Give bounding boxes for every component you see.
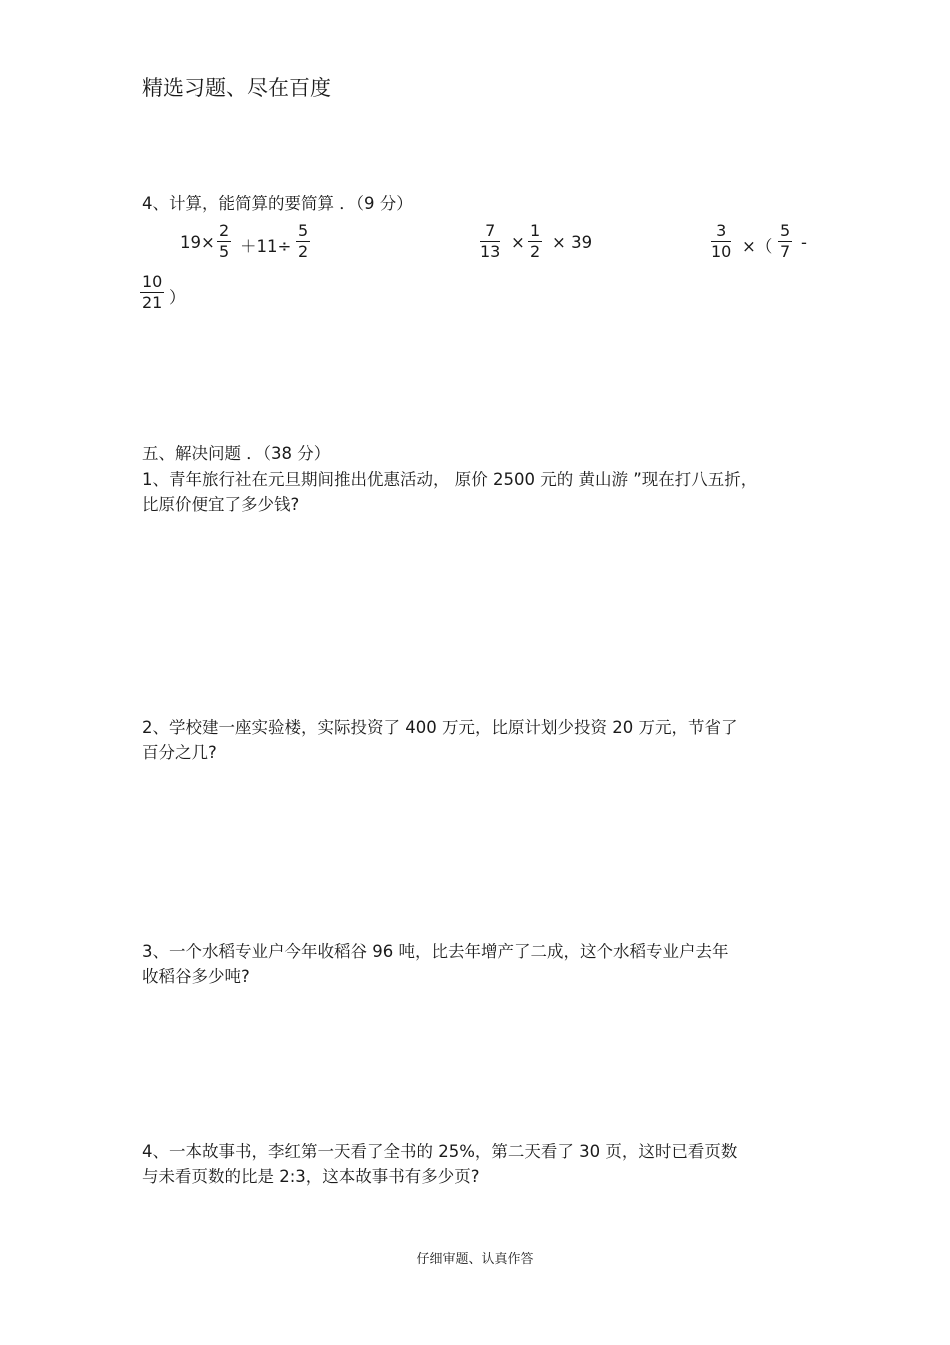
- expr2-fraction-1: [480, 222, 500, 261]
- fraction-denominator: 13: [480, 242, 501, 261]
- expr3-term-d: ）: [169, 288, 186, 307]
- expr3-fraction-2: [778, 222, 792, 261]
- fraction-denominator: 2: [298, 242, 309, 261]
- question-3-line-2: 收稻谷多少吨?: [142, 967, 250, 986]
- fraction-numerator: 1: [530, 221, 541, 240]
- expr2-term-b: ×: [511, 233, 525, 252]
- question-4-line-1: 4、一本故事书，李红第一天看了全书的 25%，第二天看了 30 页，这时已看页数: [142, 1142, 738, 1161]
- fraction-denominator: 7: [780, 242, 791, 261]
- expr1-term-b: ＋11÷: [240, 237, 292, 256]
- fraction-denominator: 21: [142, 293, 163, 312]
- fraction-numerator: 7: [480, 222, 500, 242]
- fraction-denominator: 10: [711, 242, 732, 261]
- question-2-line-1: 2、学校建一座实验楼，实际投资了 400 万元，比原计划少投资 20 万元，节省了: [142, 718, 738, 737]
- fraction-numerator: 3: [711, 222, 731, 242]
- expr3-term-b: ×（: [742, 237, 773, 256]
- fraction-numerator: 5: [780, 221, 791, 240]
- question-4-line-2: 与未看页数的比是 2:3，这本故事书有多少页?: [142, 1167, 480, 1186]
- section-5-heading: 五、解决问题 ．（38 分）: [142, 444, 331, 463]
- expr2-term-c: × 39: [552, 233, 593, 252]
- question-1-line-2: 比原价便宜了多少钱?: [142, 495, 300, 514]
- page-footer: 仔细审题、认真作答: [416, 1252, 534, 1267]
- expr2-fraction-2: [528, 222, 542, 261]
- question-3-line-1: 3、一个水稻专业户今年收稻谷 96 吨，比去年增产了二成，这个水稻专业户去年: [142, 942, 729, 961]
- expr3-fraction-1: [711, 222, 731, 261]
- expr1-term-a: 19×: [180, 233, 215, 252]
- expr3-term-c: -: [801, 233, 807, 252]
- question-2-line-2: 百分之几?: [142, 743, 217, 762]
- fraction-numerator: 2: [219, 221, 230, 240]
- question-1-line-1: 1、青年旅行社在元旦期间推出优惠活动， 原价 2500 元的 黄山游 ”现在打八五折，: [142, 470, 758, 489]
- expr1-fraction-2: [296, 222, 310, 261]
- fraction-denominator: 5: [219, 242, 230, 261]
- fraction-numerator: 5: [298, 221, 309, 240]
- expr3-fraction-3: [140, 273, 164, 312]
- section-4-heading: 4、计算，能简算的要简算 ．（9 分）: [142, 194, 413, 213]
- fraction-numerator: 10: [142, 272, 163, 291]
- expr1-fraction-1: [217, 222, 231, 261]
- fraction-denominator: 2: [530, 242, 541, 261]
- page-header-title: 精选习题、尽在百度: [142, 76, 331, 100]
